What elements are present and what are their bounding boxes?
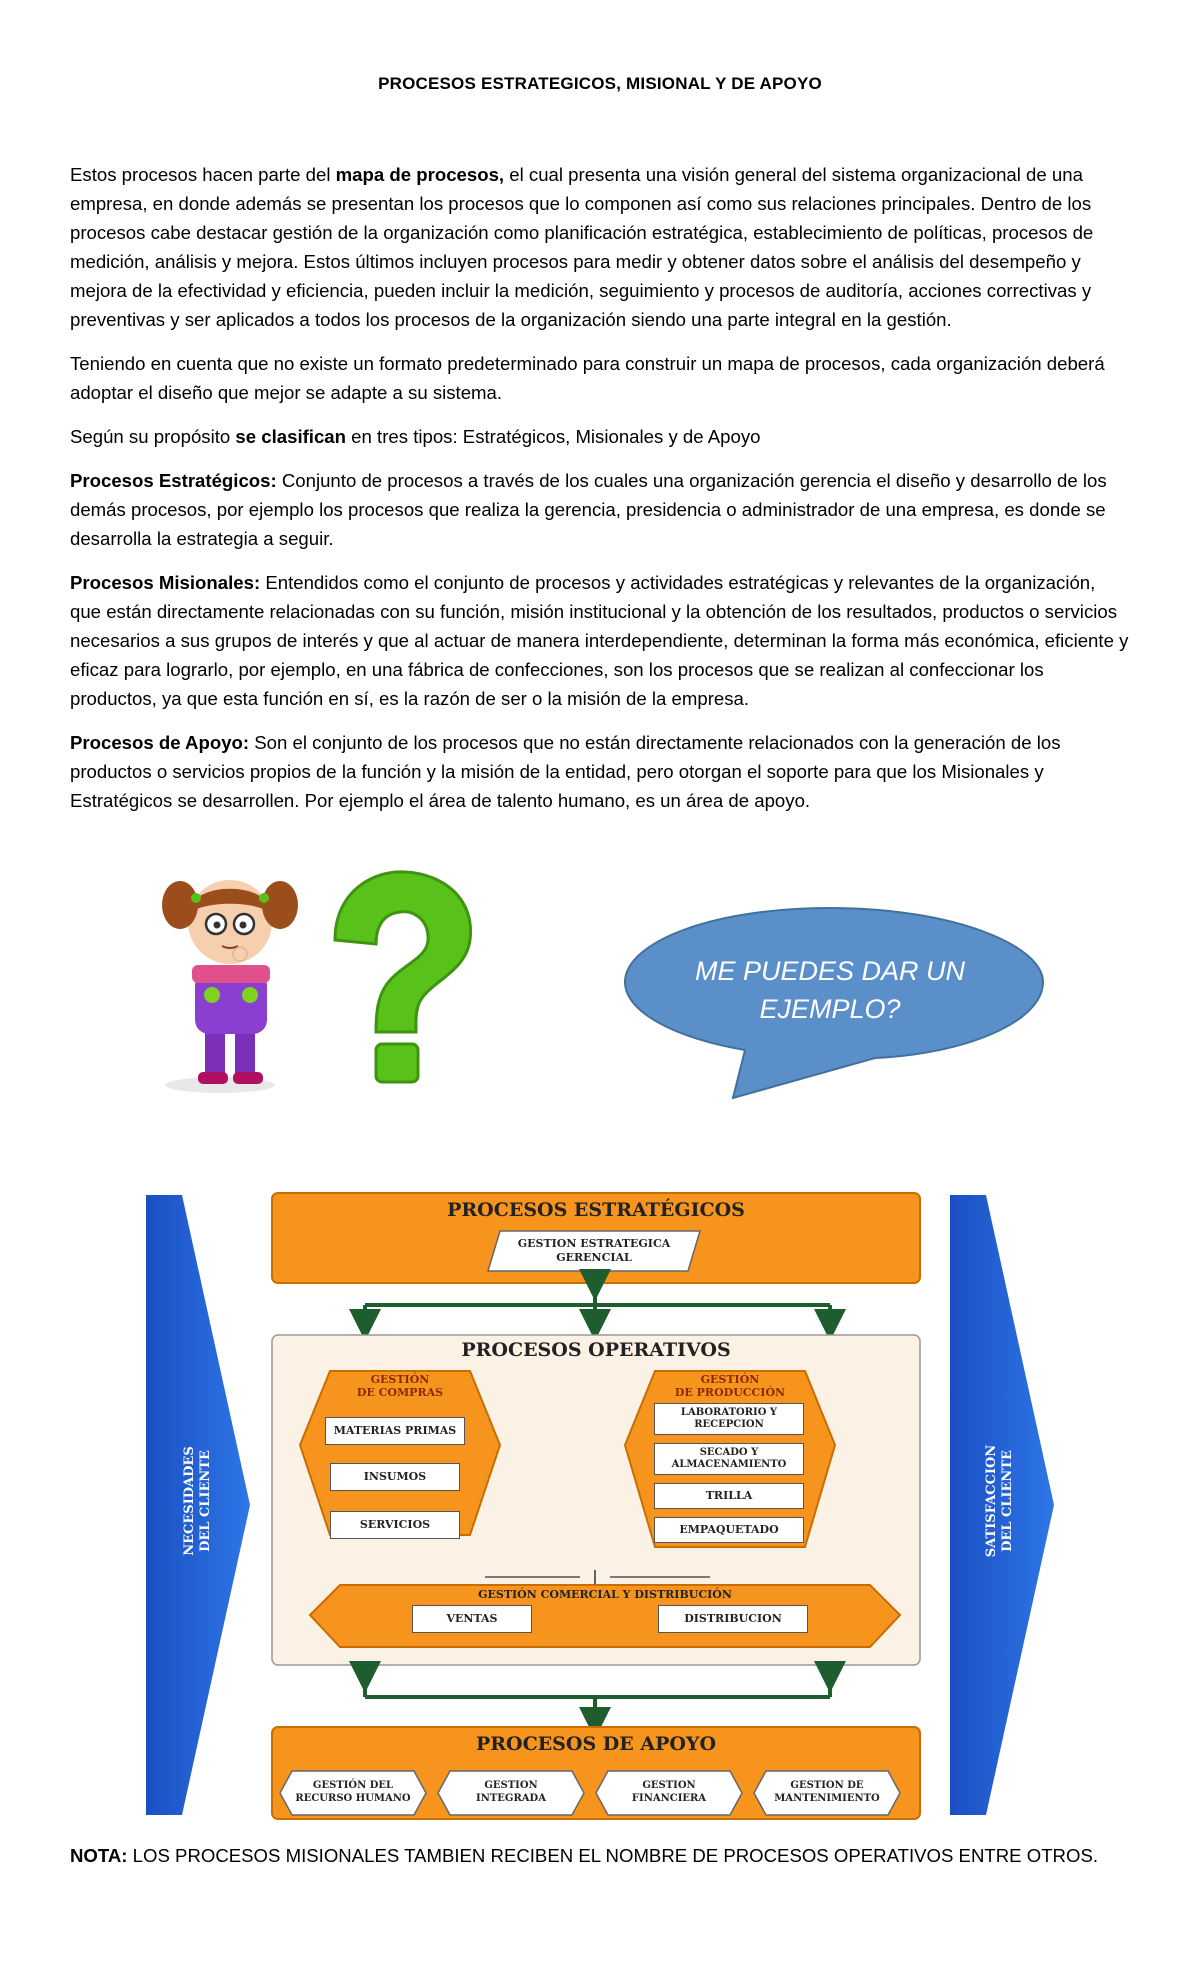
note: NOTA: LOS PROCESOS MISIONALES TAMBIEN RECIBEN EL NOMBRE DE PROCESOS OPERATIVOS ENTRE OTROS. [70,1845,1099,1866]
operative-title: PROCESOS OPERATIVOS [461,1339,731,1361]
body-text [70,160,1130,830]
process-map-diagram [140,1185,1060,1825]
support-item-mantenimiento: GESTION DE MANTENIMIENTO [774,1780,880,1804]
speech-bubble [615,900,1055,1100]
compras-item-materias-primas: MATERIAS PRIMAS [325,1417,465,1445]
produccion-title: GESTIÓN DE PRODUCCIÓN [674,1373,786,1399]
support-title: PROCESOS DE APOYO [475,1733,717,1755]
paragraph-missional: Procesos Misionales: Entendidos como el conjunto de procesos y actividades estratégicas y relevantes de la organización, que están directamente relacionadas con su función, misión institucional y la obtención de los resultados, productos o servicios necesarios a sus grupos de interés y que al actuar de manera interdependiente, determinan la forma más económica, eficiente y eficaz para lograrlo, por ejemplo, en una fábrica de confecciones, son los procesos que se realizan al confeccionar los productos, ya que esta función en sí, es la razón de ser o la misión de la empresa. [70,572,1129,709]
paragraph-strategic: Procesos Estratégicos: Conjunto de procesos a través de los cuales una organización gerencia el diseño y desarrollo de los demás procesos, por ejemplo los procesos que realiza la gerencia, presidencia o administrador de una empresa, es donde se desarrolla la estrategia a seguir. [70,470,1107,549]
comercial-title: GESTIÓN COMERCIAL Y DISTRIBUCIÓN [478,1588,732,1601]
support-item-integrada: GESTION INTEGRADA [476,1780,546,1804]
comercial-item-distribucion: DISTRIBUCION [658,1605,808,1633]
paragraph-classification: Según su propósito se clasifican en tres tipos: Estratégicos, Misionales y de Apoyo [70,426,761,447]
comercial-item-ventas: VENTAS [412,1605,532,1633]
support-item-financiera: GESTION FINANCIERA [631,1780,707,1804]
produccion-item-laboratorio: LABORATORIO Y RECEPCION [654,1403,804,1435]
produccion-item-secado: SECADO Y ALMACENAMIENTO [654,1443,804,1475]
produccion-item-empaquetado: EMPAQUETADO [654,1517,804,1543]
compras-item-servicios: SERVICIOS [330,1511,460,1539]
paragraph-format: Teniendo en cuenta que no existe un formato predeterminado para construir un mapa de procesos, cada organización deberá adoptar el diseño que mejor se adapte a su sistema. [70,353,1105,403]
compras-item-insumos: INSUMOS [330,1463,460,1491]
right-arrow-label: SATISFACCION DEL CLIENTE [984,1444,1015,1558]
strategic-item: GESTION ESTRATEGICA GERENCIAL [517,1237,671,1264]
paragraph-support: Procesos de Apoyo: Son el conjunto de los procesos que no están directamente relacionados con la generación de los productos o servicios propios de la función y la misión de la entidad, pero otorgan el soporte para que los Misionales y Estratégicos se desarrollen. Por ejemplo el área de talento humano, es un área de apoyo. [70,732,1061,811]
support-item-recurso-humano: GESTIÓN DEL RECURSO HUMANO [295,1780,411,1804]
bubble-text: ME PUEDES DAR UN EJEMPLO? [694,956,966,1024]
page-title: PROCESOS ESTRATEGICOS, MISIONAL Y DE APOYO [378,74,822,93]
left-arrow-label: NECESIDADES DEL CLIENTE [182,1446,213,1556]
paragraph-intro: Estos procesos hacen parte del mapa de procesos, el cual presenta una visión general del sistema organizacional de una empresa, en donde además se presentan los procesos que lo componen así como sus relaciones principales. Dentro de los procesos cabe destacar gestión de la organización como planificación estratégica, establecimiento de políticas, procesos de medición, análisis y mejora. Estos últimos incluyen procesos para medir y obtener datos sobre el análisis del desempeño y mejora de la efectividad y eficiencia, pueden incluir la medición, seguimiento y procesos de auditoría, acciones correctivas y preventivas y ser aplicados a todos los procesos de la organización siendo una parte integral en la gestión. [70,164,1094,330]
strategic-title: PROCESOS ESTRATÉGICOS [447,1199,745,1221]
produccion-item-trilla: TRILLA [654,1483,804,1509]
girl-question-illustration [130,860,510,1100]
compras-title: GESTIÓN DE COMPRAS [356,1373,444,1399]
